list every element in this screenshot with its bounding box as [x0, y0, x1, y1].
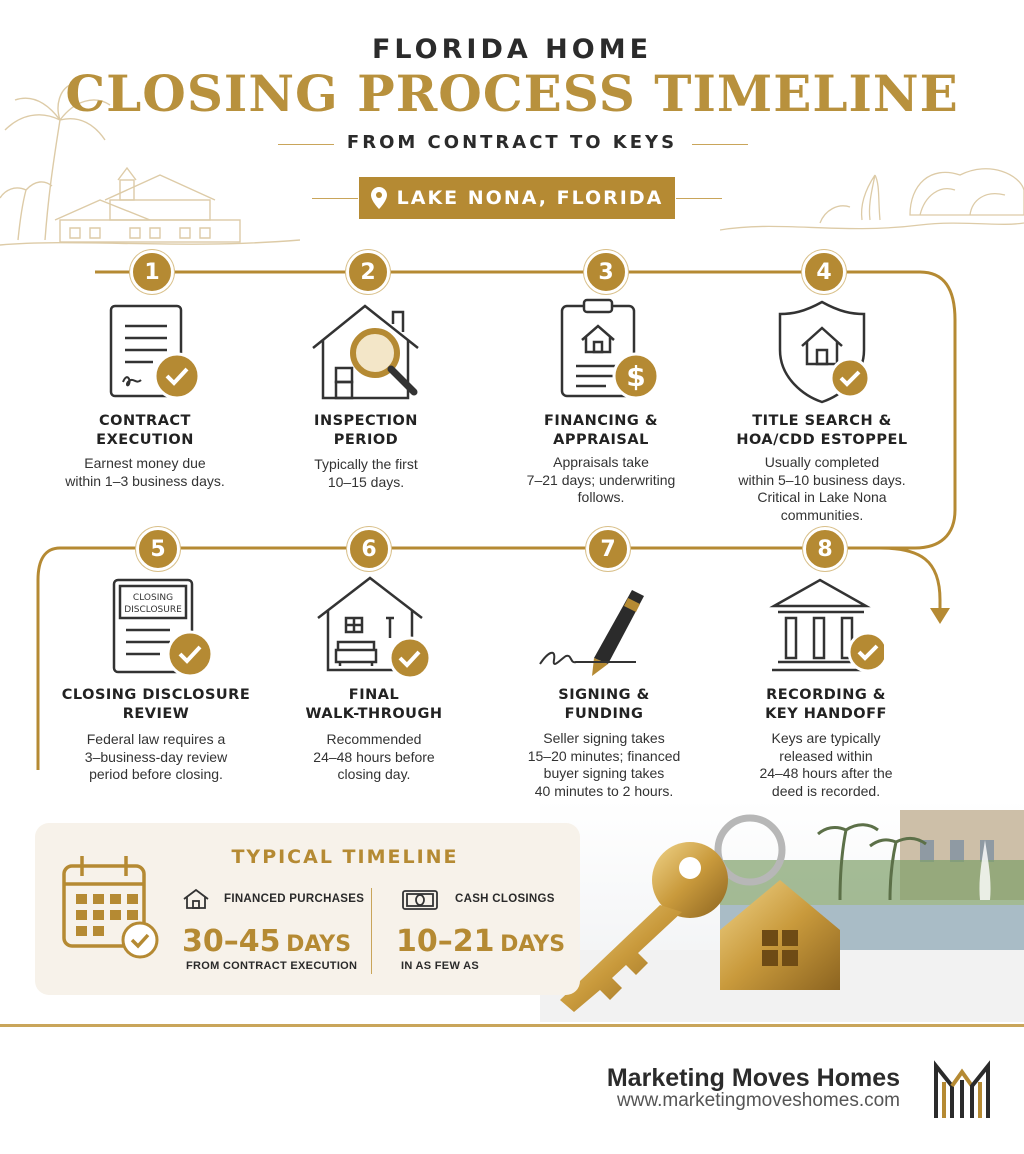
- step-8-desc-line: 24–48 hours after the: [759, 765, 893, 781]
- signed-contract-icon: [95, 298, 215, 408]
- financed-label: FINANCED PURCHASES: [224, 893, 365, 905]
- step-4-description: [717, 454, 927, 524]
- step-8-desc-line: released within: [779, 747, 873, 764]
- step-3-desc-line: Appraisals take: [553, 454, 649, 470]
- step-1-title-line2: EXECUTION: [96, 432, 194, 448]
- typical-timeline-title: TYPICAL TIMELINE: [231, 846, 459, 868]
- step-8-desc-line: deed is recorded.: [771, 782, 881, 799]
- step-4-desc-line: within 5–10 business days.: [738, 471, 906, 488]
- step-1-badge: 1: [130, 250, 174, 294]
- step-8-badge: 8: [803, 527, 847, 571]
- cash-note: IN AS FEW AS: [401, 960, 479, 972]
- step-2-title-line2: PERIOD: [333, 432, 399, 448]
- step-1-description: [40, 455, 250, 490]
- step-4-title: [712, 412, 932, 450]
- courthouse-check-icon: [764, 572, 884, 682]
- step-3-title: [491, 412, 711, 450]
- step-7-title-line2: FUNDING: [564, 706, 644, 722]
- step-8-title-line1: RECORDING &: [766, 687, 886, 703]
- house-icon: [182, 888, 210, 910]
- cash-days-unit: DAYS: [500, 932, 566, 957]
- step-6-desc-line: 24–48 hours before: [313, 748, 435, 765]
- step-5-title-line2: REVIEW: [122, 706, 190, 722]
- step-7-title: [494, 686, 714, 724]
- cash-label: CASH CLOSINGS: [455, 893, 555, 905]
- keys-scene-illustration: [540, 800, 1024, 1022]
- house-magnifier-icon: [308, 298, 428, 408]
- financed-days: [182, 924, 351, 959]
- step-1-desc-line: within 1–3 business days.: [65, 472, 225, 489]
- step-5-desc-line: 3–business-day review: [84, 748, 228, 765]
- step-3-description: [496, 454, 706, 507]
- mm-monogram-logo: [930, 1060, 994, 1122]
- brand-url[interactable]: www.marketingmoveshomes.com: [617, 1090, 900, 1111]
- house-interior-check-icon: [314, 574, 434, 684]
- doc-label-closing: CLOSING: [132, 593, 174, 603]
- cash-days-value: 10–21: [396, 924, 495, 959]
- step-5-title: [46, 686, 266, 724]
- step-7-desc-line: 40 minutes to 2 hours.: [534, 782, 674, 799]
- step-2-title-line1: INSPECTION: [314, 413, 418, 429]
- step-7-title-line1: SIGNING &: [558, 687, 650, 703]
- step-4-desc-line: Critical in Lake Nona: [757, 489, 887, 505]
- step-2-desc-line: 10–15 days.: [327, 473, 405, 490]
- step-2-desc-line: Typically the first: [314, 456, 418, 472]
- step-1-title: [35, 412, 255, 450]
- step-7-description: [499, 730, 709, 800]
- financed-note: FROM CONTRACT EXECUTION: [186, 960, 358, 972]
- house-shield-icon: [764, 298, 884, 408]
- step-2-title: [256, 412, 476, 450]
- step-4-desc-line: Usually completed: [764, 454, 880, 470]
- step-7-desc-line: Seller signing takes: [543, 730, 665, 746]
- page-title: CLOSING PROCESS TIMELINE: [65, 64, 959, 123]
- step-1-title-line1: CONTRACT: [99, 413, 191, 429]
- pre-title: FLORIDA HOME: [371, 34, 653, 65]
- clipboard-dollar-icon: [546, 296, 666, 406]
- step-3-badge: 3: [584, 250, 628, 294]
- step-3-desc-line: follows.: [577, 489, 625, 505]
- pen-signature-icon: [536, 576, 656, 686]
- step-5-title-line1: CLOSING DISCLOSURE: [61, 687, 251, 703]
- step-8-title-line2: KEY HANDOFF: [765, 706, 887, 722]
- step-6-title: [264, 686, 484, 724]
- step-3-title-line1: FINANCING &: [543, 413, 659, 429]
- step-7-desc-line: 15–20 minutes; financed: [527, 747, 681, 764]
- step-7-desc-line: buyer signing takes: [543, 765, 665, 781]
- step-4-badge: 4: [802, 250, 846, 294]
- step-2-description: [261, 456, 471, 491]
- step-5-desc-line: Federal law requires a: [86, 731, 226, 747]
- subtitle: FROM CONTRACT TO KEYS: [346, 132, 678, 153]
- footer-divider: [0, 1024, 1024, 1027]
- step-6-badge: 6: [347, 527, 391, 571]
- step-8-description: [721, 730, 931, 800]
- calendar-check-icon: [56, 852, 162, 962]
- financed-days-value: 30–45: [182, 924, 281, 959]
- step-3-title-line2: APPRAISAL: [553, 432, 649, 448]
- step-4-desc-line: communities.: [780, 506, 864, 523]
- step-5-desc-line: period before closing.: [89, 766, 223, 782]
- step-5-description: [51, 731, 261, 784]
- step-6-title-line2: WALK-THROUGH: [305, 706, 443, 722]
- step-6-description: [269, 731, 479, 784]
- step-6-desc-line: closing day.: [337, 766, 411, 782]
- cash-days: [396, 924, 565, 959]
- step-3-desc-line: 7–21 days; underwriting: [526, 471, 676, 488]
- step-8-title: [716, 686, 936, 724]
- doc-label-disclosure: DISCLOSURE: [124, 605, 182, 615]
- financed-days-unit: DAYS: [286, 932, 352, 957]
- location-label: LAKE NONA, FLORIDA: [396, 187, 664, 209]
- step-5-badge: 5: [136, 527, 180, 571]
- step-7-badge: 7: [586, 527, 630, 571]
- step-6-title-line1: FINAL: [348, 687, 400, 703]
- timeline-divider: [371, 888, 372, 974]
- svg-text:$: $: [626, 360, 646, 393]
- step-8-desc-line: Keys are typically: [771, 730, 881, 746]
- step-6-desc-line: Recommended: [326, 731, 422, 747]
- brand-name: Marketing Moves Homes: [606, 1064, 900, 1092]
- step-1-desc-line: Earnest money due: [84, 455, 206, 471]
- closing-disclosure-document-icon: [96, 572, 216, 682]
- cash-bill-icon: [402, 890, 438, 910]
- step-4-title-line1: TITLE SEARCH &: [752, 413, 892, 429]
- timeline-arrowhead: [930, 608, 950, 624]
- step-4-title-line2: HOA/CDD ESTOPPEL: [736, 432, 908, 448]
- step-2-badge: 2: [346, 250, 390, 294]
